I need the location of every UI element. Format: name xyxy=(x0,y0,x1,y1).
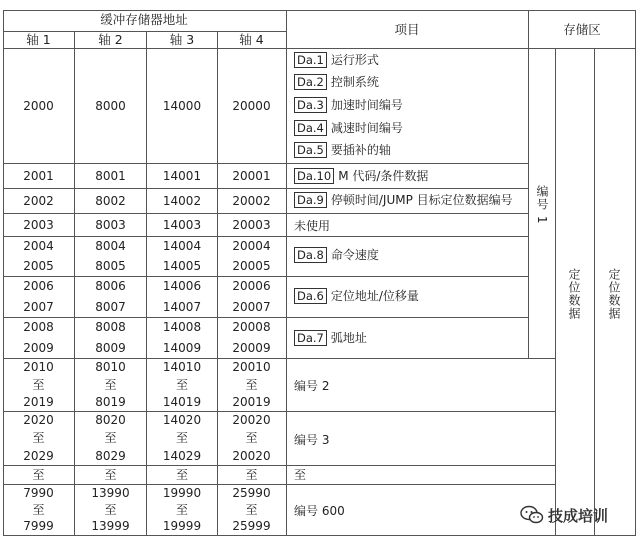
address-value: 8019 xyxy=(95,395,126,409)
address-value: 19999 xyxy=(162,519,202,533)
address-value: 20008 xyxy=(232,320,271,334)
grid-line xyxy=(528,49,529,359)
address-value: 2002 xyxy=(23,194,54,208)
grid-line xyxy=(3,484,555,485)
item-label: 编号 2 xyxy=(294,379,330,393)
address-value: 20007 xyxy=(232,300,271,314)
address-value: 8006 xyxy=(95,279,126,293)
address-value: 至 xyxy=(245,431,258,445)
storage-no1-label: 编号 1 xyxy=(535,185,549,225)
address-value: 8008 xyxy=(95,320,126,334)
address-value: 2004 xyxy=(23,239,54,253)
header-buffer-address: 缓冲存储器地址 xyxy=(100,12,188,27)
grid-line xyxy=(528,10,529,49)
address-value: 20019 xyxy=(232,395,271,409)
header-item: 项目 xyxy=(394,22,420,37)
item-label: 停顿时间/JUMP 目标定位数据编号 xyxy=(330,193,513,207)
address-value: 14008 xyxy=(162,320,202,334)
address-value: 2000 xyxy=(23,99,54,113)
address-value: 至 xyxy=(32,431,45,445)
address-value: 13990 xyxy=(91,486,130,500)
header-axis-1: 轴 1 xyxy=(26,32,51,47)
grid-line xyxy=(286,10,287,536)
address-value: 7999 xyxy=(23,519,54,533)
address-value: 8001 xyxy=(95,169,126,183)
address-value: 至 xyxy=(104,468,117,482)
address-value: 8000 xyxy=(95,99,126,113)
grid-line xyxy=(3,411,555,412)
address-value: 14000 xyxy=(162,99,202,113)
item-label: 运行形式 xyxy=(330,53,379,67)
address-value: 20002 xyxy=(232,194,271,208)
address-value: 14020 xyxy=(162,413,202,427)
address-value: 14003 xyxy=(162,218,202,232)
item-label: 减速时间编号 xyxy=(330,121,403,135)
address-value: 至 xyxy=(245,503,258,517)
item-entry xyxy=(294,98,403,112)
item-label: 未使用 xyxy=(294,219,331,233)
grid-line xyxy=(594,49,595,536)
address-value: 14007 xyxy=(162,300,202,314)
address-value: 2020 xyxy=(23,413,54,427)
address-value: 至 xyxy=(245,468,258,482)
address-value: 至 xyxy=(32,503,45,517)
address-value: 至 xyxy=(104,378,117,392)
address-value: 2008 xyxy=(23,320,54,334)
item-code-box: Da.1 xyxy=(294,52,327,68)
item-label: 编号 3 xyxy=(294,433,330,447)
item-label: 定位地址/位移量 xyxy=(330,289,419,303)
address-value: 14001 xyxy=(162,169,202,183)
address-value: 14002 xyxy=(162,194,202,208)
item-code-box: Da.3 xyxy=(294,97,327,113)
address-value: 8005 xyxy=(95,259,126,273)
address-value: 至 xyxy=(175,431,188,445)
address-value: 2003 xyxy=(23,218,54,232)
item-code-box: Da.4 xyxy=(294,120,327,136)
grid-line xyxy=(3,236,528,237)
address-value: 2001 xyxy=(23,169,54,183)
item-entry xyxy=(294,248,379,262)
address-value: 20000 xyxy=(232,99,271,113)
grid-line xyxy=(3,465,555,466)
header-axis-4: 轴 4 xyxy=(239,32,264,47)
wechat-icon xyxy=(520,505,544,525)
item-entry xyxy=(294,53,379,67)
address-value: 至 xyxy=(104,503,117,517)
item-entry xyxy=(294,75,379,89)
grid-line xyxy=(146,31,147,536)
item-entry xyxy=(294,468,306,482)
grid-line xyxy=(3,276,528,277)
grid-line xyxy=(3,31,286,32)
item-label: M 代码/条件数据 xyxy=(338,169,429,183)
storage-positioning-data-label: 定位数据 xyxy=(567,268,581,320)
watermark-text: 技成培训 xyxy=(548,506,609,525)
item-label: 命令速度 xyxy=(330,248,379,262)
address-value: 20006 xyxy=(232,279,271,293)
address-value: 至 xyxy=(32,468,45,482)
item-code-box: Da.10 xyxy=(294,168,334,184)
item-entry xyxy=(294,193,513,207)
grid-line xyxy=(3,317,528,318)
grid-line xyxy=(74,31,75,536)
grid-line xyxy=(217,31,218,536)
item-label: 加速时间编号 xyxy=(330,98,403,112)
address-value: 14009 xyxy=(162,341,202,355)
item-label: 至 xyxy=(294,468,307,482)
address-value: 13999 xyxy=(91,519,130,533)
address-value: 14029 xyxy=(162,449,202,463)
header-storage-area: 存储区 xyxy=(563,22,601,37)
item-entry xyxy=(294,504,345,518)
item-entry xyxy=(294,433,329,447)
grid-line xyxy=(3,48,636,49)
item-code-box: Da.6 xyxy=(294,288,327,304)
address-value: 20020 xyxy=(232,449,271,463)
address-value: 2006 xyxy=(23,279,54,293)
storage-positioning-data-label-2: 定位数据 xyxy=(607,268,621,320)
item-entry xyxy=(294,143,391,157)
address-value: 8029 xyxy=(95,449,126,463)
item-entry xyxy=(294,121,403,135)
address-value: 20009 xyxy=(232,341,271,355)
item-label: 弧地址 xyxy=(330,331,367,345)
grid-line xyxy=(3,10,4,536)
header-axis-2: 轴 2 xyxy=(98,32,123,47)
item-label: 要插补的轴 xyxy=(330,143,391,157)
address-value: 至 xyxy=(175,378,188,392)
item-entry xyxy=(294,331,367,345)
address-value: 25990 xyxy=(232,486,271,500)
address-value: 2005 xyxy=(23,259,54,273)
item-entry xyxy=(294,379,329,393)
address-value: 14006 xyxy=(162,279,202,293)
address-value: 7990 xyxy=(23,486,54,500)
item-label: 编号 600 xyxy=(294,504,345,518)
item-entry xyxy=(294,169,428,183)
address-value: 20001 xyxy=(232,169,271,183)
address-value: 14010 xyxy=(162,360,202,374)
address-value: 至 xyxy=(175,503,188,517)
item-code-box: Da.7 xyxy=(294,330,327,346)
address-value: 8003 xyxy=(95,218,126,232)
grid-line xyxy=(3,163,528,164)
grid-line xyxy=(3,358,555,359)
address-value: 19990 xyxy=(162,486,202,500)
header-axis-3: 轴 3 xyxy=(169,32,195,47)
address-value: 8009 xyxy=(95,341,126,355)
address-value: 20004 xyxy=(232,239,271,253)
address-value: 至 xyxy=(245,378,258,392)
address-value: 14019 xyxy=(162,395,202,409)
address-value: 2019 xyxy=(23,395,54,409)
grid-line xyxy=(3,535,636,536)
watermark xyxy=(520,503,636,527)
address-value: 20020 xyxy=(232,413,271,427)
grid-line xyxy=(635,10,636,536)
address-value: 8002 xyxy=(95,194,126,208)
address-value: 8010 xyxy=(95,360,126,374)
item-code-box: Da.9 xyxy=(294,192,327,208)
grid-line xyxy=(3,213,528,214)
address-value: 20003 xyxy=(232,218,271,232)
address-value: 14005 xyxy=(162,259,202,273)
address-value: 14004 xyxy=(162,239,202,253)
item-entry xyxy=(294,219,330,233)
grid-line xyxy=(3,188,528,189)
address-value: 至 xyxy=(32,378,45,392)
address-value: 20005 xyxy=(232,259,271,273)
grid-line xyxy=(555,49,556,536)
address-value: 20010 xyxy=(232,360,271,374)
address-value: 8007 xyxy=(95,300,126,314)
address-value: 2009 xyxy=(23,341,54,355)
item-code-box: Da.5 xyxy=(294,142,327,158)
address-value: 2010 xyxy=(23,360,54,374)
item-code-box: Da.8 xyxy=(294,247,327,263)
address-value: 2029 xyxy=(23,449,54,463)
item-entry xyxy=(294,289,419,303)
address-value: 至 xyxy=(104,431,117,445)
address-value: 8004 xyxy=(95,239,126,253)
address-value: 8020 xyxy=(95,413,126,427)
address-value: 2007 xyxy=(23,300,54,314)
grid-line xyxy=(3,10,636,11)
item-label: 控制系统 xyxy=(330,75,379,89)
address-value: 25999 xyxy=(232,519,271,533)
address-value: 至 xyxy=(175,468,188,482)
item-code-box: Da.2 xyxy=(294,74,327,90)
